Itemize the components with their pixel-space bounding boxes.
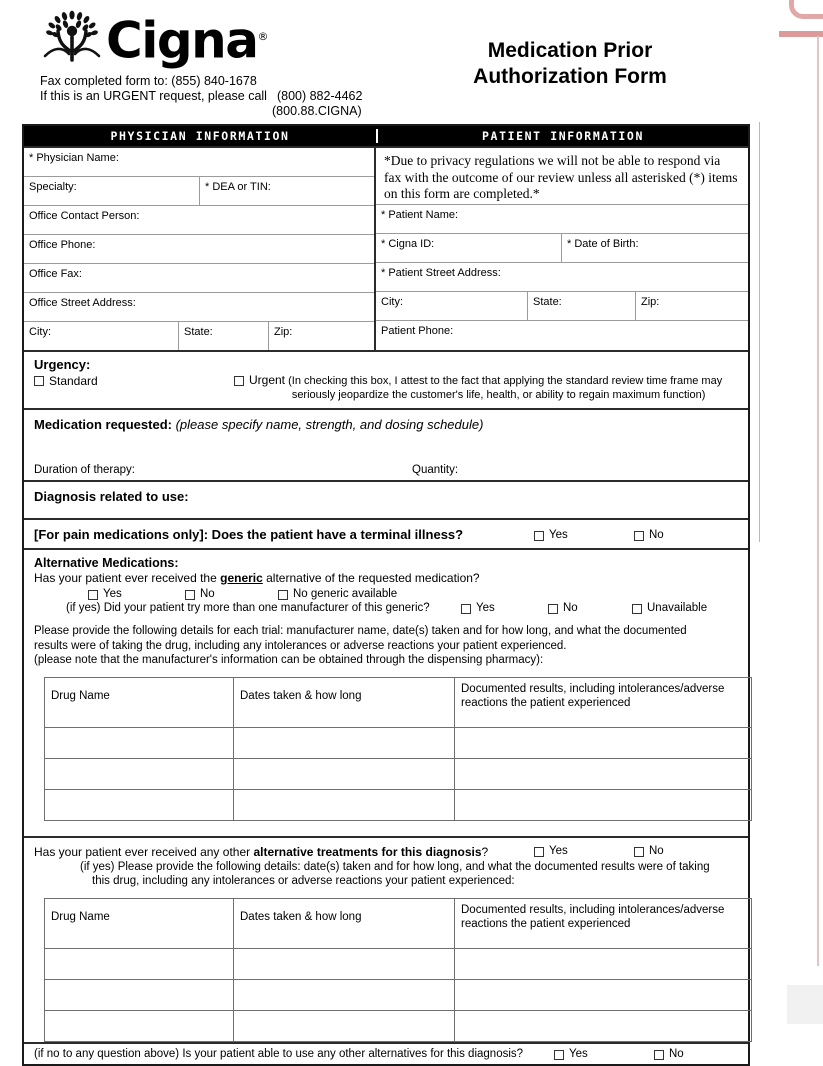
manufacturer-question-row xyxy=(34,602,738,614)
cigna-branding xyxy=(40,4,380,119)
footer-question-section xyxy=(24,1044,748,1064)
manufacturer-no-option[interactable] xyxy=(548,602,632,614)
cigna-wordmark-text: Cigna xyxy=(106,12,258,70)
urgency-title: Urgency: xyxy=(34,357,91,372)
field-row xyxy=(376,292,748,321)
checkbox-no-generic-available[interactable] xyxy=(278,590,288,600)
treatments-yes-label: Yes xyxy=(549,844,568,857)
field-row xyxy=(376,205,748,234)
generic-yes-label: Yes xyxy=(103,588,122,600)
column-header-documented-results: Documented results, including intolerances/adverse reactions the patient experienced xyxy=(455,677,752,727)
column-header-dates-taken: Dates taken & how long xyxy=(234,677,455,727)
treatments-note-line2: this drug, including any intolerances or adverse reactions your patient experienced: xyxy=(92,875,515,887)
cell-drug-name[interactable] xyxy=(45,979,234,1010)
window-edge-vertical-line xyxy=(817,36,819,966)
table-row xyxy=(45,1010,752,1041)
treatments-no-option[interactable] xyxy=(634,845,664,857)
terminal-illness-question: [For pain medications only]: Does the patient have a terminal illness? xyxy=(34,527,464,542)
checkbox-manufacturer-no[interactable] xyxy=(548,604,558,614)
checkbox-manufacturer-unavailable[interactable] xyxy=(632,604,642,614)
alternative-treatments-section xyxy=(24,838,748,1044)
table-header-row xyxy=(45,677,752,727)
urgent-phone-number: (800) 882-4462 xyxy=(276,89,363,103)
alternative-treatment-table xyxy=(44,898,752,1042)
date-of-birth-field[interactable]: * Date of Birth: xyxy=(567,238,639,250)
diagnosis-label[interactable]: Diagnosis related to use: xyxy=(34,489,189,504)
terminal-illness-section xyxy=(24,520,748,550)
dea-tin-field[interactable]: * DEA or TIN: xyxy=(205,181,271,193)
footer-no-option[interactable] xyxy=(654,1048,684,1060)
field-row xyxy=(24,148,374,177)
urgent-phone-alias: (800.88.CIGNA) xyxy=(272,104,362,118)
specialty-field[interactable]: Specialty: xyxy=(24,177,200,205)
alternative-treatments-question xyxy=(34,845,534,859)
medication-requested-label: Medication requested: xyxy=(34,417,172,432)
patient-city-field[interactable]: City: xyxy=(376,292,528,320)
cell-dates-taken[interactable] xyxy=(234,1010,455,1041)
field-row xyxy=(376,234,748,263)
information-section-body xyxy=(24,148,748,352)
office-zip-field[interactable]: Zip: xyxy=(274,326,293,338)
urgency-section xyxy=(24,352,748,410)
field-row xyxy=(24,177,374,206)
column-header-drug-name: Drug Name xyxy=(45,677,234,727)
page-title xyxy=(400,38,740,90)
field-row xyxy=(24,322,374,350)
cell-dates-taken[interactable] xyxy=(234,727,455,758)
urgency-urgent-note-line1: (In checking this box, I attest to the fact that applying the standard review time frame may xyxy=(288,375,723,387)
no-generic-available-option[interactable] xyxy=(278,588,397,600)
cell-drug-name[interactable] xyxy=(45,1010,234,1041)
page-title-line2: Authorization Form xyxy=(473,65,667,88)
field-row xyxy=(24,206,374,235)
generic-no-option[interactable] xyxy=(185,588,278,600)
cell-dates-taken[interactable] xyxy=(234,948,455,979)
cell-documented-results[interactable] xyxy=(455,979,752,1010)
terminal-illness-no-label: No xyxy=(649,528,664,541)
field-row xyxy=(24,235,374,264)
generic-yes-option[interactable] xyxy=(88,588,185,600)
document-header xyxy=(0,0,760,122)
patient-information-column xyxy=(376,148,748,350)
page-shadow-line xyxy=(759,122,760,542)
checkbox-treatments-no[interactable] xyxy=(634,847,644,857)
patient-phone-field[interactable]: Patient Phone: xyxy=(381,325,454,337)
checkbox-terminal-no[interactable] xyxy=(634,531,644,541)
patient-street-address-field[interactable]: * Patient Street Address: xyxy=(381,267,501,279)
treatments-question-suffix: ? xyxy=(481,844,489,859)
cell-dates-taken[interactable] xyxy=(234,789,455,820)
prior-authorization-form xyxy=(22,124,750,1066)
urgency-urgent-note-line2: seriously jeopardize the customer's life, health, or ability to regain maximum function) xyxy=(291,388,706,401)
trial-note-line2: results were of taking the drug, including any intolerances or adverse reactions your patient experienced. xyxy=(34,639,567,652)
cell-drug-name[interactable] xyxy=(45,727,234,758)
generic-keyword: generic xyxy=(220,571,263,585)
checkbox-standard[interactable] xyxy=(34,376,44,386)
alternative-medications-title: Alternative Medications: xyxy=(34,556,179,570)
window-corner-gray-box xyxy=(787,985,823,1024)
registered-trademark-symbol: ® xyxy=(257,30,269,44)
fax-contact-block xyxy=(40,74,380,119)
terminal-illness-no-option[interactable] xyxy=(634,529,664,541)
treatments-question-prefix: Has your patient ever received any other xyxy=(34,844,254,859)
cell-drug-name[interactable] xyxy=(45,789,234,820)
generic-alternative-question xyxy=(34,571,738,586)
medication-requested-hint: (please specify name, strength, and dosing schedule) xyxy=(175,417,484,432)
generic-no-label: No xyxy=(200,588,215,600)
manufacturer-question: (if yes) Did your patient try more than one manufacturer of this generic? xyxy=(66,602,430,614)
office-contact-person-field[interactable]: Office Contact Person: xyxy=(29,210,140,222)
patient-state-field[interactable]: State: xyxy=(528,292,636,320)
urgency-urgent-block xyxy=(249,374,722,402)
treatments-question-emphasis: alternative treatments for this diagnosis xyxy=(253,844,482,859)
table-row xyxy=(45,789,752,820)
generic-question-suffix: alternative of the requested medication? xyxy=(262,571,480,585)
medication-requested-heading xyxy=(34,417,738,432)
urgency-urgent-option[interactable] xyxy=(234,374,740,402)
checkbox-terminal-yes[interactable] xyxy=(534,531,544,541)
cell-drug-name[interactable] xyxy=(45,948,234,979)
checkbox-footer-no[interactable] xyxy=(654,1050,664,1060)
checkbox-manufacturer-yes[interactable] xyxy=(461,604,471,614)
cell-dates-taken[interactable] xyxy=(234,979,455,1010)
table-row xyxy=(45,758,752,789)
footer-question: (if no to any question above) Is your patient able to use any other alternatives for this diagnosis? xyxy=(34,1047,524,1060)
treatments-no-label: No xyxy=(649,844,664,857)
column-header-documented-results: Documented results, including intolerances/adverse reactions the patient experienced xyxy=(455,898,752,948)
no-generic-available-label: No generic available xyxy=(293,588,398,600)
generic-answer-options xyxy=(34,588,738,600)
urgent-instruction-line xyxy=(40,89,380,104)
office-city-field[interactable]: City: xyxy=(24,322,179,350)
cell-dates-taken[interactable] xyxy=(234,758,455,789)
duration-quantity-row xyxy=(34,464,734,476)
urgency-standard-label: Standard xyxy=(49,374,98,388)
patient-name-field[interactable]: * Patient Name: xyxy=(381,209,459,221)
cell-documented-results[interactable] xyxy=(455,1010,752,1041)
cigna-id-field[interactable]: * Cigna ID: xyxy=(376,234,562,262)
medication-requested-section xyxy=(24,410,748,482)
trial-note-line1: Please provide the following details for each trial: manufacturer name, date(s) taken and for how long, and what the documented xyxy=(34,625,687,637)
urgency-urgent-label: Urgent xyxy=(249,373,286,387)
office-phone-field[interactable]: Office Phone: xyxy=(29,239,96,251)
patient-information-header: PATIENT INFORMATION xyxy=(482,129,644,143)
urgency-options xyxy=(34,374,740,402)
page-title-line1: Medication Prior xyxy=(487,39,653,62)
privacy-notice-row xyxy=(376,148,748,205)
alternative-treatments-question-row xyxy=(34,845,738,859)
treatments-yes-option[interactable] xyxy=(534,845,634,857)
office-fax-field[interactable]: Office Fax: xyxy=(29,268,82,280)
checkbox-urgent[interactable] xyxy=(234,376,244,386)
urgency-standard-option[interactable] xyxy=(34,374,234,388)
terminal-illness-yes-label: Yes xyxy=(549,528,568,541)
manufacturer-unavailable-option[interactable] xyxy=(632,602,707,614)
table-header-row xyxy=(45,898,752,948)
manufacturer-yes-option[interactable] xyxy=(461,602,548,614)
table-row xyxy=(45,979,752,1010)
cigna-wordmark xyxy=(106,12,269,70)
alternative-medications-section xyxy=(24,550,748,838)
duration-of-therapy-field[interactable]: Duration of therapy: xyxy=(34,464,136,476)
footer-yes-option[interactable] xyxy=(554,1048,654,1060)
privacy-notice: *Due to privacy regulations we will not be able to respond via fax with the outcome of our review unless all asterisked (*) items on this form are completed.* xyxy=(384,153,738,201)
table-row xyxy=(45,948,752,979)
information-section-header xyxy=(24,126,748,148)
urgent-instruction-text: If this is an URGENT request, please call xyxy=(40,89,267,103)
cell-documented-results[interactable] xyxy=(455,948,752,979)
fax-instruction-line: Fax completed form to: (855) 840-1678 xyxy=(40,74,257,88)
generic-trial-table-wrapper xyxy=(34,677,738,830)
checkbox-footer-yes[interactable] xyxy=(554,1050,564,1060)
cell-documented-results[interactable] xyxy=(455,758,752,789)
generic-trial-table xyxy=(44,677,752,821)
quantity-field[interactable]: Quantity: xyxy=(412,464,459,476)
cell-documented-results[interactable] xyxy=(455,727,752,758)
diagnosis-section xyxy=(24,482,748,520)
cell-documented-results[interactable] xyxy=(455,789,752,820)
physician-information-header: PHYSICIAN INFORMATION xyxy=(24,129,378,143)
office-state-field[interactable]: State: xyxy=(179,322,269,350)
manufacturer-unavailable-label: Unavailable xyxy=(647,602,708,614)
field-row xyxy=(376,321,748,349)
footer-no-label: No xyxy=(669,1047,684,1060)
generic-question-prefix: Has your patient ever received the xyxy=(34,571,221,585)
treatments-detail-note xyxy=(34,860,738,889)
manufacturer-yes-label: Yes xyxy=(476,602,495,614)
table-row xyxy=(45,727,752,758)
office-street-address-field[interactable]: Office Street Address: xyxy=(29,297,136,309)
checkbox-generic-yes[interactable] xyxy=(88,590,98,600)
window-edge-curve-fragment xyxy=(789,0,823,19)
field-row xyxy=(24,264,374,293)
field-row xyxy=(24,293,374,322)
cell-drug-name[interactable] xyxy=(45,758,234,789)
trial-details-note xyxy=(34,624,738,668)
column-header-dates-taken: Dates taken & how long xyxy=(234,898,455,948)
patient-zip-field[interactable]: Zip: xyxy=(641,296,660,308)
checkbox-treatments-yes[interactable] xyxy=(534,847,544,857)
footer-yes-label: Yes xyxy=(569,1047,588,1060)
treatments-note-line1: (if yes) Please provide the following details: date(s) taken and for how long, and what the documented results were of taking xyxy=(80,860,710,873)
trial-note-line3: (please note that the manufacturer's information can be obtained through the dispensing pharmacy): xyxy=(34,654,544,666)
logo-row xyxy=(40,4,380,70)
cigna-tree-of-life-icon xyxy=(40,6,104,70)
checkbox-generic-no[interactable] xyxy=(185,590,195,600)
physician-name-field[interactable]: * Physician Name: xyxy=(29,152,119,164)
physician-information-column xyxy=(24,148,376,350)
field-row xyxy=(376,263,748,292)
manufacturer-no-label: No xyxy=(563,602,578,614)
terminal-illness-yes-option[interactable] xyxy=(534,529,634,541)
column-header-drug-name: Drug Name xyxy=(45,898,234,948)
